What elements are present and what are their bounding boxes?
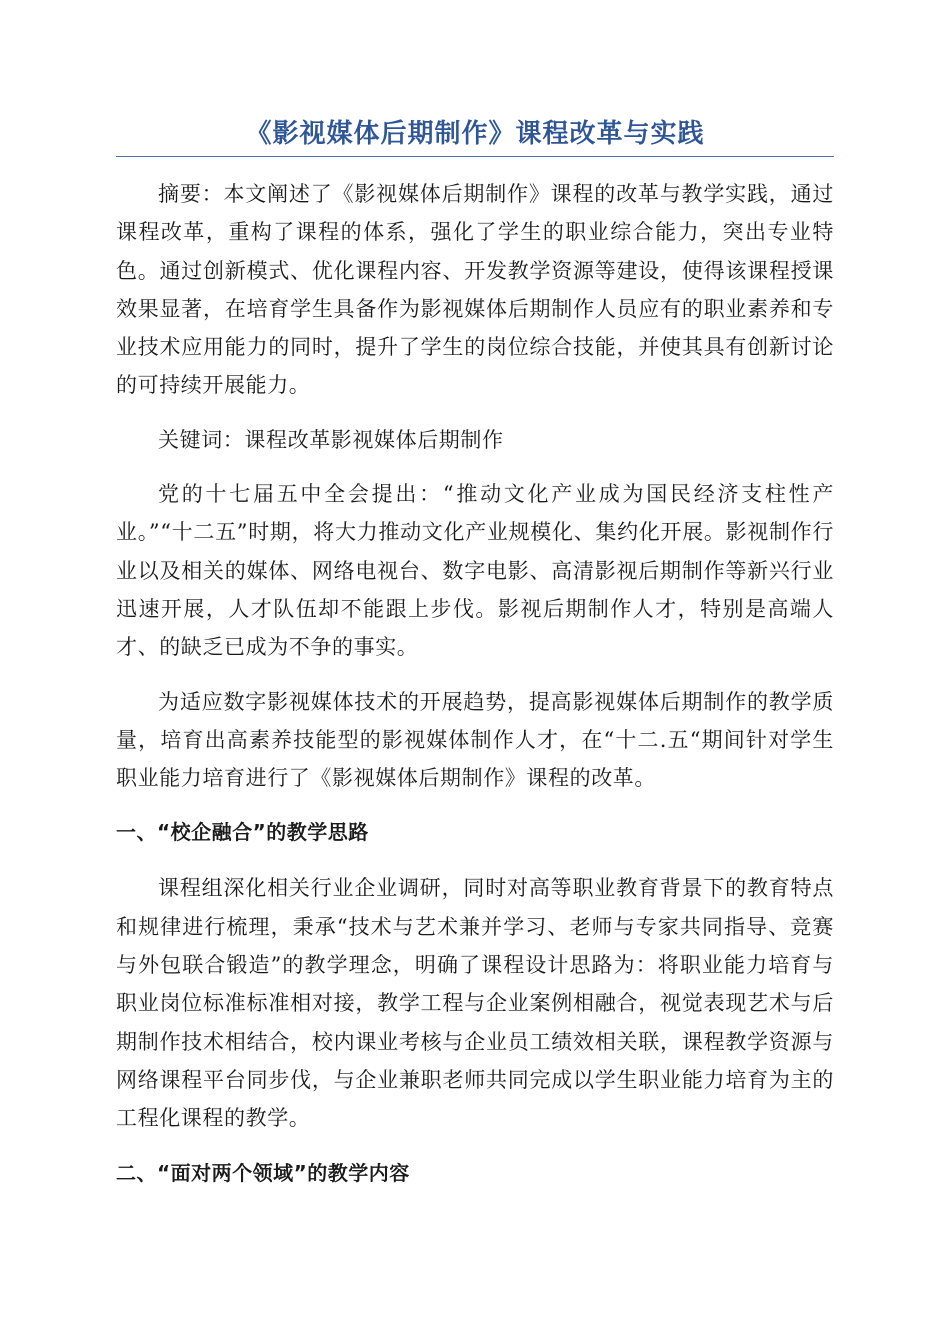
section-heading-1: 一、“校企融合”的教学思路: [116, 820, 369, 845]
abstract-paragraph: 摘要：本文阐述了《影视媒体后期制作》课程的改革与教学实践，通过课程改革，重构了课程的体系，强化了学生的职业综合能力，突出专业特色。通过创新模式、优化课程内容、开发教学资源等建设，使得该课程授课效果显著，在培育学生具备作为影视媒体后期制作人员应有的职业素养和专业技术应用能力的同时，提升了学生的岗位综合技能，并使其具有创新讨论的可持续开展能力。: [116, 182, 834, 398]
intro-paragraph-2: 为适应数字影视媒体技术的开展趋势，提高影视媒体后期制作的教学质量，培育出高素养技能型的影视媒体制作人才，在“十二.五“期间针对学生职业能力培育进行了《影视媒体后期制作》课程的改革。: [116, 689, 834, 791]
intro-paragraph-1: 党的十七届五中全会提出：“推动文化产业成为国民经济支柱性产业。”“十二五”时期，将大力推动文化产业规模化、集约化开展。影视制作行业以及相关的媒体、网络电视台、数字电影、高清影视后期制作等新兴行业迅速开展，人才队伍却不能跟上步伐。影视后期制作人才，特别是高端人才、的缺乏已成为不争的事实。: [116, 482, 834, 660]
document-body: [116, 175, 834, 1192]
document-page: [116, 112, 834, 1210]
keywords-paragraph: 关键词：课程改革影视媒体后期制作: [158, 427, 504, 452]
section-heading-2: 二、“面对两个领域”的教学内容: [116, 1160, 410, 1185]
document-title: 《影视媒体后期制作》课程改革与实践: [116, 112, 834, 157]
section-1-paragraph: 课程组深化相关行业企业调研，同时对高等职业教育背景下的教育特点和规律进行梳理，秉承“技术与艺术兼并学习、老师与专家共同指导、竞赛与外包联合锻造”的教学理念，明确了课程设计思路为：将职业能力培育与职业岗位标准标准相对接，教学工程与企业案例相融合，视觉表现艺术与后期制作技术相结合，校内课业考核与企业员工绩效相关联，课程教学资源与网络课程平台同步伐，与企业兼职老师共同完成以学生职业能力培育为主的工程化课程的教学。: [116, 876, 834, 1131]
